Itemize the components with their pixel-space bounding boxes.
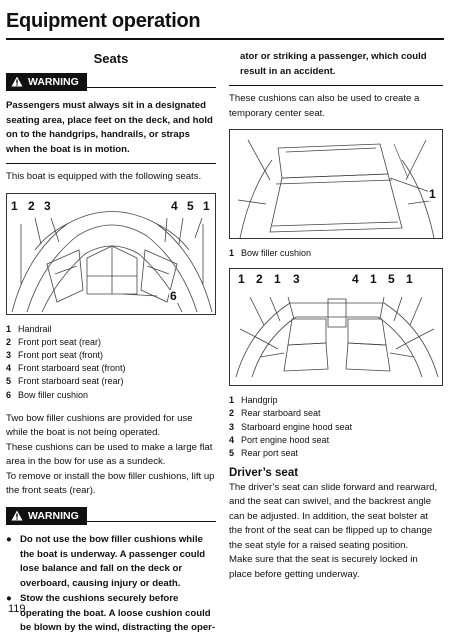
callout-2: 2 — [256, 272, 263, 287]
drivers-seat-para-1: The driver’s seat can slide forward and rearward, and the seat can swivel, and the backrest angle can be adjusted. In addition, the seat bolster at the front of the seat can be flipped up to change the seat style for a raised seating position. — [229, 481, 438, 551]
legend-item: 2 Front port seat (rear) — [6, 336, 102, 347]
warning-triangle-icon — [11, 510, 23, 521]
bow-cushion-para-1: Two bow filler cushions are provided for use while the boat is not being operated. — [6, 412, 193, 439]
warning-banner-2 — [6, 507, 216, 526]
callout-5: 5 — [388, 272, 395, 287]
seats-intro: This boat is equipped with the following seats. — [6, 171, 202, 182]
legend-item: 2 Rear starboard seat — [229, 408, 321, 419]
warning-end-rule — [6, 163, 216, 164]
warning-banner — [6, 73, 216, 92]
warning-rule — [87, 521, 216, 522]
figure2-legend — [229, 247, 443, 260]
bow-cushion-para-2: These cushions can be used to make a large flat area in the bow for use as a sundeck. — [6, 441, 213, 468]
seating-figure-bow — [6, 193, 216, 315]
callout-1-handrail-right: 1 — [203, 198, 210, 213]
drivers-seat-heading: Driver’s seat — [229, 467, 299, 480]
figure1-legend — [6, 323, 216, 402]
warning-label-box — [6, 73, 87, 92]
bow-cushion-para-3: To remove or install the bow filler cushions, lift up the front seats (rear). — [6, 470, 215, 497]
warning-label: WARNING — [28, 75, 79, 88]
legend-item: 3 Front port seat (front) — [6, 349, 104, 360]
page-title: Equipment operation — [6, 10, 201, 32]
callout-1-handrail-left: 1 — [11, 198, 18, 213]
warning-bullet: ● Stow the cushions securely before operating the boat. A loose cushion could be blown by the wind, distracting the oper- — [6, 592, 216, 636]
warning-end-rule — [229, 85, 443, 86]
callout-4: 4 — [352, 272, 359, 287]
callout-1-handgrip: 1 — [370, 272, 377, 287]
warning-triangle-icon — [11, 76, 23, 87]
bullet-icon: ● — [6, 593, 12, 605]
callout-4: 4 — [171, 198, 178, 213]
warning-label: WARNING — [28, 509, 79, 522]
warning-text: Passengers must always sit in a designated seating area, place feet on the deck, and hold on to the handgrips, handrails, or straps when the boat is in motion. — [6, 100, 213, 155]
center-seat-text: These cushions can also be used to create a temporary center seat. — [229, 93, 420, 119]
warning-label-box — [6, 507, 87, 526]
legend-item: 5 Front starboard seat (rear) — [6, 376, 124, 387]
legend-item: 4 Front starboard seat (front) — [6, 363, 126, 374]
callout-3: 3 — [44, 198, 51, 213]
legend-item: 6 Bow filler cushion — [6, 389, 89, 400]
callout-1-cushion: 1 — [429, 187, 436, 201]
legend-item: 1 Bow filler cushion — [229, 248, 312, 258]
warning-bullet: ● Do not use the bow filler cushions while the boat is underway. A passenger could lose balance and fall on the deck or overboard, causing injury or death. — [6, 533, 216, 591]
page-number: 119 — [8, 603, 26, 615]
legend-item: 1 Handgrip — [229, 395, 278, 406]
bow-cushion-illustration — [230, 130, 443, 239]
bow-seating-illustration — [7, 194, 216, 315]
callout-1-handgrip: 1 — [238, 272, 245, 287]
warning-continued: ator or striking a passenger, which could result in an accident. — [240, 51, 427, 77]
drivers-seat-para-2: Make sure that the seat is securely locked in place before getting underway. — [229, 554, 418, 580]
callout-1-handgrip: 1 — [406, 272, 413, 287]
stern-seating-illustration — [230, 269, 443, 386]
legend-item: 4 Port engine hood seat — [229, 434, 330, 445]
callout-5: 5 — [187, 198, 194, 213]
legend-item: 3 Starboard engine hood seat — [229, 421, 353, 432]
callout-6: 6 — [170, 288, 177, 303]
figure3-legend — [229, 394, 443, 460]
bullet-icon: ● — [6, 534, 12, 546]
legend-item: 1 Handrail — [6, 323, 52, 334]
bow-cushion-figure — [229, 129, 443, 239]
legend-item: 5 Rear port seat — [229, 448, 299, 459]
left-column — [6, 46, 216, 637]
callout-3: 3 — [293, 272, 300, 287]
callout-1-handgrip: 1 — [274, 272, 281, 287]
stern-seating-figure — [229, 268, 443, 386]
warning-rule — [87, 87, 216, 88]
callout-2: 2 — [28, 198, 35, 213]
title-rule — [6, 38, 444, 40]
section-heading-seats: Seats — [93, 51, 129, 66]
right-column — [229, 46, 443, 582]
